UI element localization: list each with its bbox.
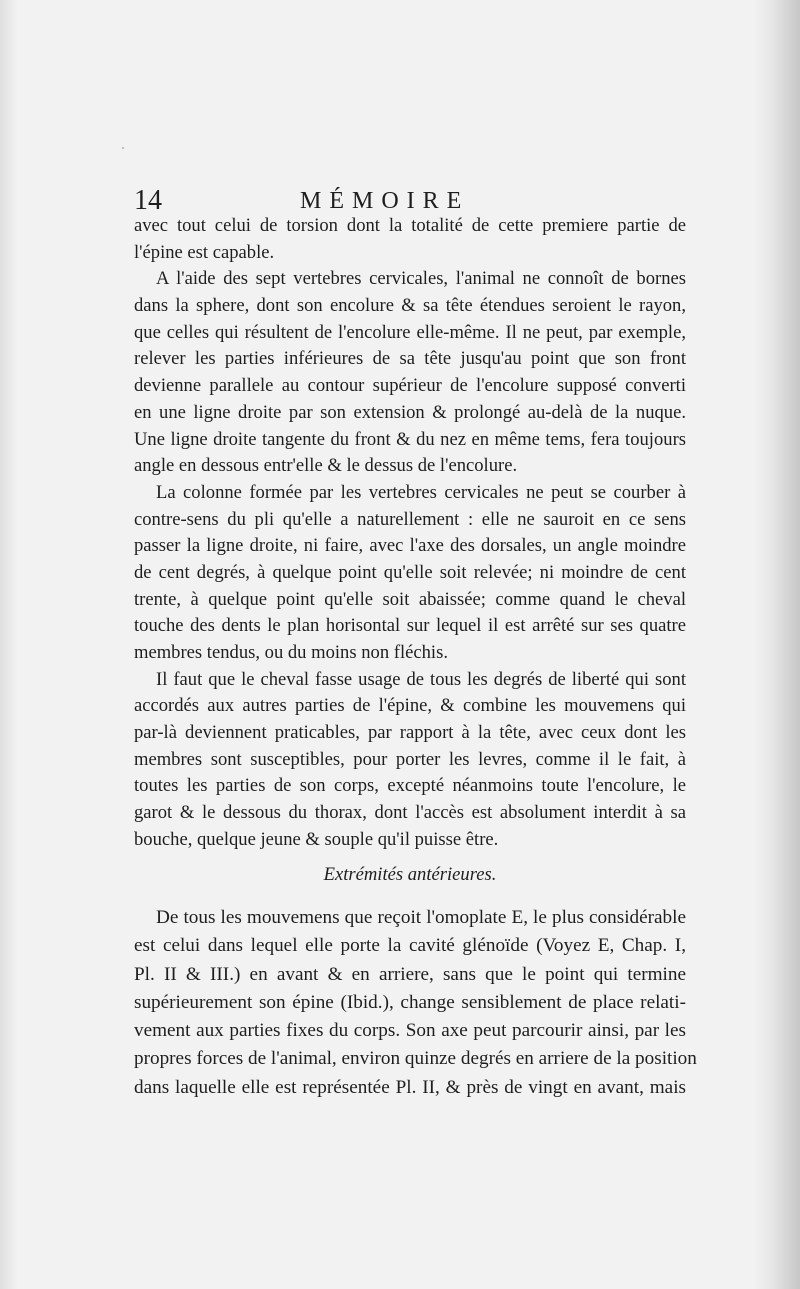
running-head: MÉMOIRE <box>300 188 470 214</box>
text-line: Une ligne droite tangente du front & du nez en même tems, fera toujours <box>134 428 686 450</box>
scan-shadow-right <box>754 0 800 1289</box>
text-line: passer la ligne droite, ni faire, avec l'axe des dorsales, un angle moindre <box>134 535 686 557</box>
text-line: supérieurement son épine (Ibid.), change sensiblement de place relati- <box>134 991 686 1013</box>
text-line: accordés aux autres parties de l'épine, & combine les mouvemens qui <box>134 695 686 717</box>
text-line: A l'aide des sept vertebres cervicales, l'animal ne connoît de bornes <box>156 268 686 290</box>
text-line: en une ligne droite par son extension & prolongé au-delà de la nuque. <box>134 401 686 423</box>
scan-shadow-left <box>0 0 18 1289</box>
page-number: 14 <box>134 185 162 216</box>
text-line: trente, à quelque point qu'elle soit abaissée; comme quand le cheval <box>134 588 686 610</box>
text-line: membres tendus, ou du moins non fléchis. <box>134 642 448 663</box>
text-line: relever les parties inférieures de sa tête jusqu'au point que son front <box>134 348 686 370</box>
text-line: garot & le dessous du thorax, dont l'accès est absolument interdit à sa <box>134 802 686 824</box>
text-line: dans la sphere, dont son encolure & sa tête étendues seroient le rayon, <box>134 295 686 317</box>
text-line: touche des dents le plan horisontal sur lequel il est arrêté sur ses quatre <box>134 615 686 637</box>
text-line: Il faut que le cheval fasse usage de tous les degrés de liberté qui sont <box>156 668 686 690</box>
text-line: bouche, quelque jeune & souple qu'il puisse être. <box>134 828 499 850</box>
text-line: dans laquelle elle est représentée Pl. II, & près de vingt en avant, mais <box>134 1076 686 1098</box>
show-through-mark: · <box>120 138 127 158</box>
text-line: que celles qui résultent de l'encolure elle-même. Il ne peut, par exemple, <box>134 321 686 343</box>
body-text-section-1 <box>134 213 686 854</box>
text-line: contre-sens du pli qu'elle a naturellement : elle ne sauroit en ce sens <box>134 508 686 530</box>
text-line: Pl. II & III.) en avant & en arriere, sans que le point qui termine <box>134 963 686 985</box>
text-line: avec tout celui de torsion dont la totalité de cette premiere partie de <box>134 215 686 236</box>
section-heading: Extrémités antérieures. <box>323 864 497 885</box>
text-line: propres forces de l'animal, environ quinze degrés en arriere de la position <box>134 1048 697 1070</box>
text-line: angle en dessous entr'elle & le dessus de l'encolure. <box>134 455 518 477</box>
text-line: De tous les mouvemens que reçoit l'omoplate E, le plus considérable <box>156 907 686 928</box>
text-line: devienne parallele au contour supérieur de l'encolure supposé converti <box>134 375 686 397</box>
text-line: membres sont susceptibles, pour porter les levres, comme il le fait, à <box>134 748 686 770</box>
text-line: l'épine est capable. <box>134 241 275 263</box>
text-line: par-là deviennent praticables, par rapport à la tête, avec ceux dont les <box>134 722 686 744</box>
text-line: toutes les parties de son corps, excepté néanmoins toute l'encolure, le <box>134 775 686 797</box>
text-line: La colonne formée par les vertebres cervicales ne peut se courber à <box>156 481 686 503</box>
text-line: de cent degrés, à quelque point qu'elle soit relevée; ni moindre de cent <box>134 561 686 583</box>
text-line: vement aux parties fixes du corps. Son axe peut parcourir ainsi, par les <box>134 1020 686 1042</box>
body-text-section-2 <box>134 904 697 1102</box>
text-line: est celui dans lequel elle porte la cavité glénoïde (Voyez E, Chap. I, <box>134 935 686 957</box>
